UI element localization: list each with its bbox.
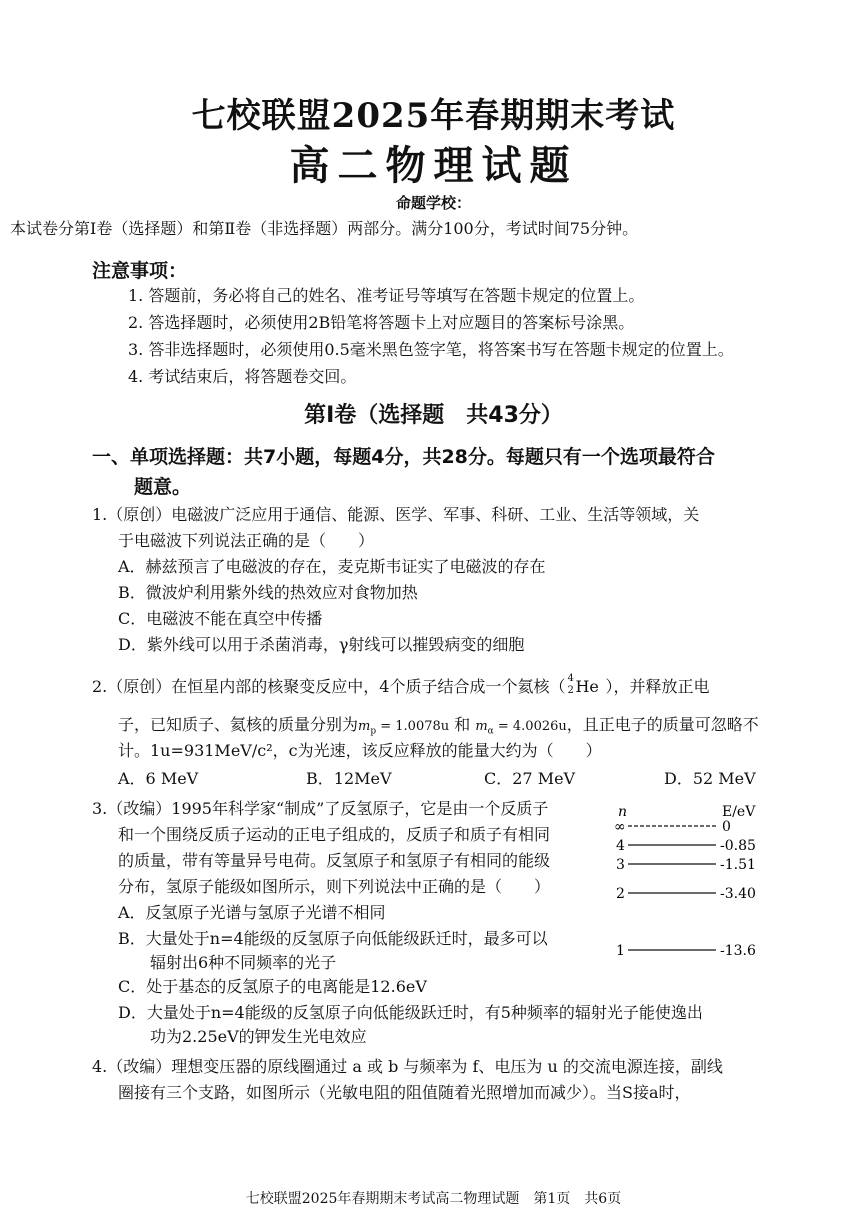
q2-stem	[92, 674, 709, 697]
level-n-label: 3	[616, 857, 625, 873]
q3-option-d: D．大量处于n=4能级的反氢原子向低能级跃迁时，有5种频率的辐射光子能使逸出	[118, 1003, 703, 1022]
mp-symbol: m	[358, 719, 371, 734]
mp-subscript: p	[370, 726, 377, 737]
energy-axis-label: E/eV	[722, 804, 756, 820]
q2-option-d: D．52 MeV	[664, 769, 756, 788]
ma-symbol: m	[475, 719, 488, 734]
q4-stem-cont: 圈接有三个支路，如图所示（光敏电阻的阻值随着光照增加而减少）。当S接a时，	[118, 1083, 691, 1102]
level-energy-label: 0	[722, 819, 731, 835]
he-mass-number: 4	[567, 672, 574, 684]
subject-title: 高二物理试题	[289, 143, 578, 189]
level-energy-label: -3.40	[720, 886, 756, 902]
q2-stem-cont	[118, 712, 759, 737]
section-title: 第Ⅰ卷（选择题 共43分）	[304, 403, 563, 428]
q2-stem-part: 2.（原创）在恒星内部的核聚变反应中，4个质子结合成一个氦核（	[92, 677, 566, 696]
q2-stem-cont2: 计。1u=931MeV/c²，c为光速，该反应释放的能量大约为（ ）	[118, 741, 602, 760]
he-symbol: He	[575, 676, 599, 696]
q3-option-b-cont: 辐射出6种不同频率的光子	[118, 953, 337, 972]
level-energy-label: -13.6	[720, 943, 756, 959]
q3-option-d-cont: 功为2.25eV的钾发生光电效应	[118, 1027, 367, 1046]
q4-stem: 4.（改编）理想变压器的原线圈通过 a 或 b 与频率为 f、电压为 u 的交流电源连接，副线	[92, 1057, 723, 1076]
q2-stem-part: 子，已知质子、氦核的质量分别为	[118, 715, 359, 734]
q1-stem: 1.（原创）电磁波广泛应用于通信、能源、医学、军事、科研、工业、生活等领域，关	[92, 505, 700, 524]
notice-item: 3. 答非选择题时，必须使用0.5毫米黑色签字笔，将答案书写在答题卡规定的位置上。	[128, 340, 734, 359]
exam-title: 七校联盟2025年春期期末考试	[191, 96, 676, 136]
exam-intro: 本试卷分第Ⅰ卷（选择题）和第Ⅱ卷（非选择题）两部分。满分100分，考试时间75分钟。	[10, 219, 639, 238]
level-n-label: ∞	[614, 819, 626, 835]
q3-option-c: C．处于基态的反氢原子的电离能是12.6eV	[118, 977, 427, 996]
school-label: 命题学校：	[395, 194, 471, 212]
q2-stem-part: ），并释放正电	[605, 677, 710, 696]
level-n-label: 4	[616, 838, 625, 854]
mp-value: = 1.0078u	[376, 719, 450, 734]
helium-nucleus	[565, 672, 605, 697]
q1-option-c: C．电磁波不能在真空中传播	[118, 609, 323, 628]
q2-option-c: C．27 MeV	[484, 769, 576, 788]
level-energy-label: -0.85	[720, 838, 756, 854]
q3-stem: 3.（改编）1995年科学家“制成”了反氢原子，它是由一个反质子	[92, 799, 549, 818]
ma-subscript: α	[487, 726, 494, 737]
energy-level-diagram	[604, 800, 774, 965]
q2-option-b: B．12MeV	[306, 769, 392, 788]
q2-stem-part: 和	[449, 715, 476, 734]
n-axis-label: n	[618, 804, 628, 820]
notice-item: 4. 考试结束后，将答题卷交回。	[128, 367, 357, 386]
notice-item: 1. 答题前，务必将自己的姓名、准考证号等填写在答题卡规定的位置上。	[128, 286, 645, 305]
part-heading: 一、单项选择题：共7小题，每题4分，共28分。每题只有一个选项最符合	[92, 446, 715, 468]
part-heading-cont: 题意。	[134, 476, 192, 498]
q3-option-a: A．反氢原子光谱与氢原子光谱不相同	[118, 903, 386, 922]
q1-option-a: A．赫兹预言了电磁波的存在，麦克斯韦证实了电磁波的存在	[118, 557, 546, 576]
page-footer: 七校联盟2025年春期期末考试高二物理试题 第1页 共6页	[245, 1191, 622, 1207]
q3-option-b: B．大量处于n=4能级的反氢原子向低能级跃迁时，最多可以	[118, 929, 548, 948]
he-charge-number: 2	[567, 684, 574, 696]
level-n-label: 2	[616, 886, 625, 902]
ma-value: = 4.0026u	[493, 719, 567, 734]
level-energy-label: -1.51	[720, 857, 756, 873]
q1-option-d: D．紫外线可以用于杀菌消毒，γ射线可以摧毁病变的细胞	[118, 635, 525, 654]
notice-title: 注意事项：	[92, 260, 188, 282]
proton-mass	[358, 719, 450, 737]
level-n-label: 1	[616, 943, 625, 959]
q2-option-a: A．6 MeV	[118, 769, 199, 788]
q1-option-b: B．微波炉利用紫外线的热效应对食物加热	[118, 583, 418, 602]
q3-stem-cont: 和一个围绕反质子运动的正电子组成的，反质子和质子有相同	[118, 825, 551, 844]
q3-stem-cont: 的质量，带有等量异号电荷。反氢原子和氢原子有相同的能级	[118, 851, 551, 870]
q3-stem-cont: 分布，氢原子能级如图所示，则下列说法中正确的是（ ）	[118, 877, 551, 896]
alpha-mass	[475, 719, 567, 737]
q1-stem-cont: 于电磁波下列说法正确的是（ ）	[118, 531, 375, 550]
q2-stem-part: ，且正电子的质量可忽略不	[566, 715, 759, 734]
notice-item: 2. 答选择题时，必须使用2B铅笔将答题卡上对应题目的答案标号涂黑。	[128, 313, 635, 332]
